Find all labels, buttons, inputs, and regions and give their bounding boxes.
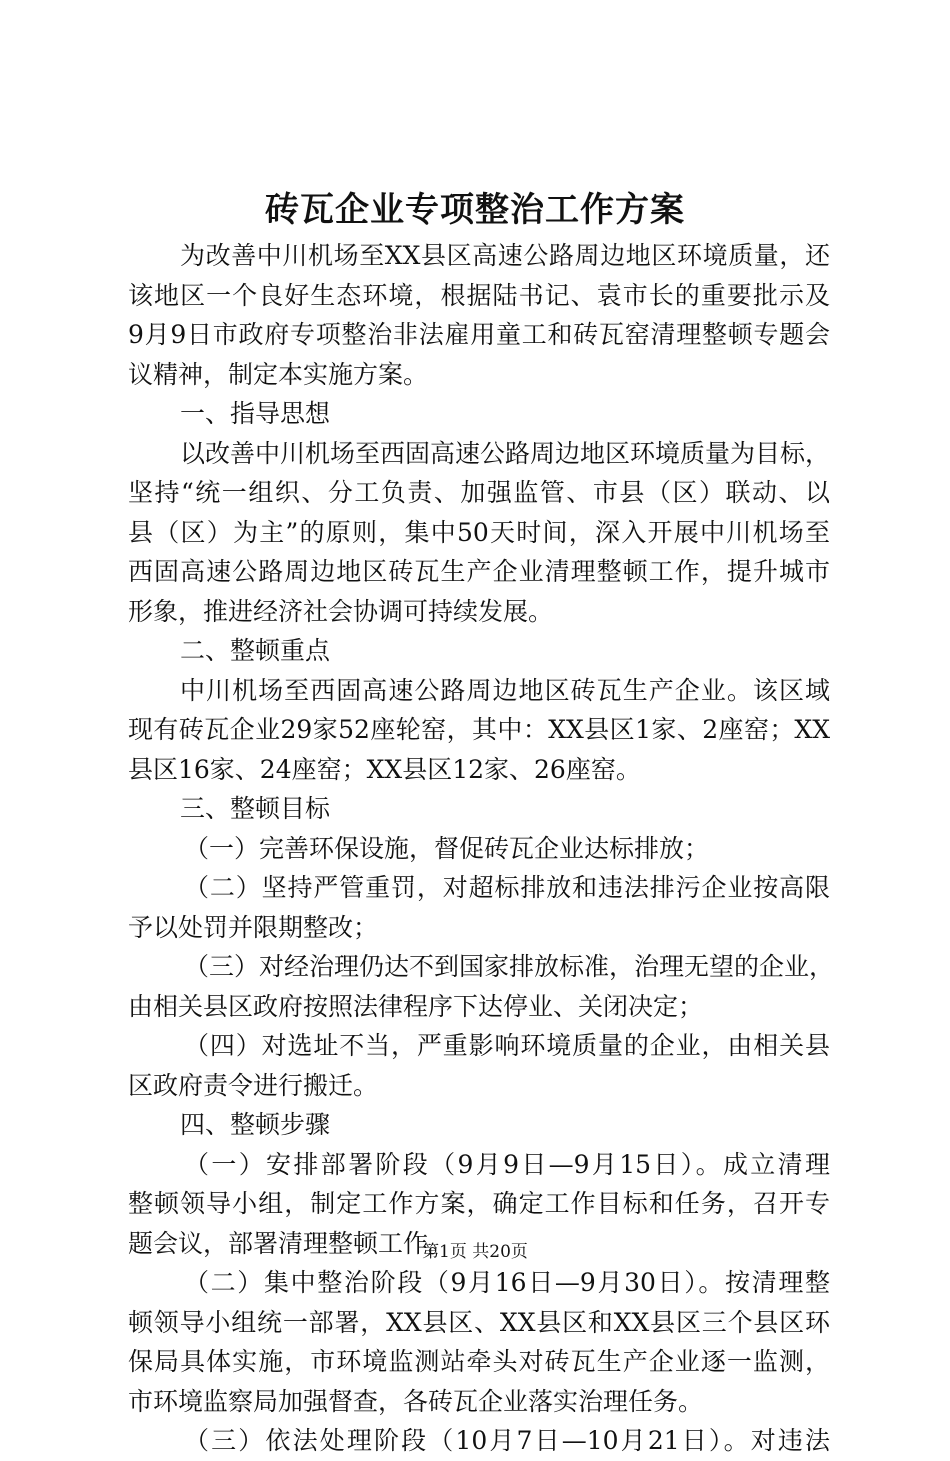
section-heading: 一、指导思想 (180, 399, 331, 428)
paragraph-line: 9月9日市政府专项整治非法雇用童工和砖瓦窑清理整顿专题会 (128, 320, 830, 349)
paragraph-line: 县（区）为主”的原则，集中50天时间，深入开展中川机场至 (128, 517, 830, 547)
paragraph-line: （二）坚持严管重罚，对超标排放和违法排污企业按高限 (184, 873, 830, 902)
section-heading: 二、整顿重点 (180, 636, 331, 665)
paragraph-line: 形象，推进经济社会协调可持续发展。 (128, 596, 554, 626)
paragraph-line: 保局具体实施，市环境监测站牵头对砖瓦生产企业逐一监测， (128, 1347, 830, 1376)
paragraph-line: 予以处罚并限期整改； (128, 912, 379, 942)
paragraph-line: 以改善中川机场至西固高速公路周边地区环境质量为目标， (180, 438, 831, 468)
paragraph-line: （三）依法处理阶段（10月7日—10月21日）。对违法 (184, 1426, 830, 1455)
document-title: 砖瓦企业专项整治工作方案 (265, 190, 685, 230)
paragraph-line: 为改善中川机场至XX县区高速公路周边地区环境质量，还 (180, 241, 830, 270)
paragraph-line: 现有砖瓦企业29家52座轮窑，其中：XX县区1家、2座窑；XX (128, 715, 830, 744)
paragraph-line: 议精神，制定本实施方案。 (128, 359, 429, 389)
section-heading: 四、整顿步骤 (180, 1110, 331, 1139)
paragraph-line: 顿领导小组统一部署，XX县区、XX县区和XX县区三个县区环 (128, 1307, 830, 1337)
paragraph-line: （二）集中整治阶段（9月16日—9月30日）。按清理整 (184, 1268, 830, 1297)
paragraph-line: 中川机场至西固高速公路周边地区砖瓦生产企业。该区域 (180, 675, 830, 705)
paragraph-line: 该地区一个良好生态环境，根据陆书记、袁市长的重要批示及 (128, 280, 830, 310)
paragraph-line: （四）对选址不当，严重影响环境质量的企业，由相关县 (184, 1031, 830, 1060)
paragraph-line: （三）对经治理仍达不到国家排放标准，治理无望的企业， (184, 952, 835, 981)
paragraph-line: 题会议，部署清理整顿工作。 (128, 1228, 454, 1258)
paragraph-line: （一）完善环保设施，督促砖瓦企业达标排放； (184, 833, 710, 863)
paragraph-line: 西固高速公路周边地区砖瓦生产企业清理整顿工作，提升城市 (128, 557, 830, 586)
page-number-footer: 第1页 共20页 (422, 1242, 528, 1262)
paragraph-line: 县区16家、24座窑；XX县区12家、26座窑。 (128, 754, 641, 784)
paragraph-line: 整顿领导小组，制定工作方案，确定工作目标和任务，召开专 (128, 1189, 830, 1218)
paragraph-line: 坚持“统一组织、分工负责、加强监管、市县（区）联动、以 (128, 478, 830, 507)
paragraph-line: 区政府责令进行搬迁。 (128, 1070, 379, 1100)
section-heading: 三、整顿目标 (180, 794, 331, 823)
paragraph-line: 由相关县区政府按照法律程序下达停业、关闭决定； (128, 991, 704, 1021)
paragraph-line: （一）安排部署阶段（9月9日—9月15日）。成立清理 (184, 1149, 830, 1179)
paragraph-line: 市环境监察局加强督查，各砖瓦企业落实治理任务。 (128, 1386, 704, 1416)
document-body (128, 236, 835, 1461)
